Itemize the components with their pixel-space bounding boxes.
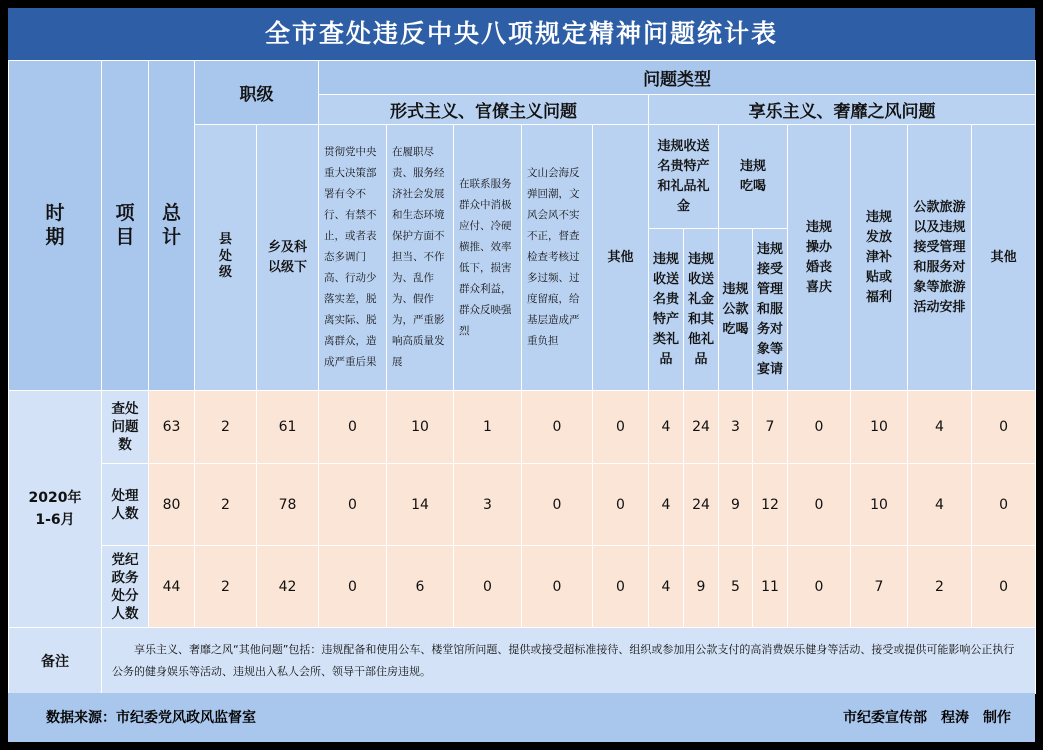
cell: 9 [719, 464, 753, 546]
cell: 5 [719, 546, 753, 628]
table-row [9, 391, 1036, 464]
header-h-subsidy: 违规发放津补贴或福利 [851, 125, 908, 391]
cell: 6 [387, 546, 454, 628]
header-h-travel: 公款旅游以及违规接受管理和服务对象等旅游活动安排 [908, 125, 972, 391]
header-total: 总计 [149, 61, 195, 391]
header-h-gift: 违规收送名贵特产和礼品礼金 [649, 125, 719, 229]
cell: 4 [649, 546, 684, 628]
header-f1: 贯彻党中央重大决策部署有令不行、有禁不止，或者表态多调门高、行动少落实差，脱离实际、脱离群众，造成严重后果 [319, 125, 387, 391]
cell: 10 [851, 391, 908, 464]
cell: 0 [593, 391, 649, 464]
cell: 7 [851, 546, 908, 628]
cell: 0 [522, 464, 593, 546]
note-label: 备注 [9, 628, 102, 694]
cell: 24 [684, 391, 719, 464]
cell: 0 [593, 546, 649, 628]
cell: 0 [788, 546, 851, 628]
header-h-other: 其他 [972, 125, 1036, 391]
cell: 0 [319, 546, 387, 628]
cell: 12 [753, 464, 788, 546]
cell: 0 [972, 391, 1036, 464]
cell: 2 [195, 464, 257, 546]
cell: 44 [149, 546, 195, 628]
header-f3: 在联系服务群众中消极应付、冷硬横推、效率低下，损害群众利益，群众反映强烈 [454, 125, 522, 391]
cell: 42 [257, 546, 319, 628]
cell: 11 [753, 546, 788, 628]
row-label: 查处问题数 [102, 391, 149, 464]
footer [8, 693, 1035, 742]
cell: 4 [649, 391, 684, 464]
header-county: 县处级 [195, 125, 257, 391]
table-row [9, 464, 1036, 546]
cell: 0 [454, 546, 522, 628]
statistics-table [8, 60, 1036, 694]
cell: 0 [788, 391, 851, 464]
cell: 0 [319, 464, 387, 546]
cell: 0 [593, 464, 649, 546]
cell: 1 [454, 391, 522, 464]
header-f2: 在履职尽责、服务经济社会发展和生态环境保护方面不担当、不作为、乱作为、假作为，严重影响高质量发展 [387, 125, 454, 391]
header-item: 项目 [102, 61, 149, 391]
cell: 10 [387, 391, 454, 464]
cell: 4 [649, 464, 684, 546]
cell: 2 [908, 546, 972, 628]
cell: 0 [972, 546, 1036, 628]
cell: 2 [195, 391, 257, 464]
header-h-gift2: 违规收送礼金和其他礼品 [684, 229, 719, 391]
header-problem-type: 问题类型 [319, 61, 1036, 95]
cell: 0 [788, 464, 851, 546]
cell: 7 [753, 391, 788, 464]
header-hedonism: 享乐主义、奢靡之风问题 [649, 95, 1036, 125]
cell: 0 [319, 391, 387, 464]
cell: 80 [149, 464, 195, 546]
header-formalism: 形式主义、官僚主义问题 [319, 95, 649, 125]
header-h-eat1: 违规公款吃喝 [719, 229, 753, 391]
note-text: 享乐主义、奢靡之风“其他问题”包括：违规配备和使用公车、楼堂馆所问题、提供或接受超标准接待、组织或参加用公款支付的高消费娱乐健身等活动、接受或提供可能影响公正执行公务的健身娱乐等活动、违规出入私人会所、领导干部住房违规。 [102, 628, 1036, 694]
table-row [9, 546, 1036, 628]
cell: 14 [387, 464, 454, 546]
header-f4: 文山会海反弹回潮，文风会风不实不正，督查检查考核过多过频、过度留痕，给基层造成严重负担 [522, 125, 593, 391]
cell: 2 [195, 546, 257, 628]
header-f5: 其他 [593, 125, 649, 391]
header-township: 乡及科以级下 [257, 125, 319, 391]
cell: 10 [851, 464, 908, 546]
cell: 63 [149, 391, 195, 464]
header-h-eat: 违规吃喝 [719, 125, 788, 229]
cell: 4 [908, 391, 972, 464]
period-value: 2020年 1-6月 [9, 391, 102, 628]
header-h-eat2: 违规接受管理和服务对象等宴请 [753, 229, 788, 391]
cell: 24 [684, 464, 719, 546]
cell: 0 [522, 546, 593, 628]
data-source: 数据来源：市纪委党风政风监督室 [46, 710, 256, 726]
cell: 3 [719, 391, 753, 464]
header-rank: 职级 [195, 61, 319, 125]
cell: 0 [522, 391, 593, 464]
cell: 0 [972, 464, 1036, 546]
row-label: 党纪政务处分人数 [102, 546, 149, 628]
author-credit: 市纪委宣传部 程涛 制作 [843, 710, 1011, 726]
cell: 3 [454, 464, 522, 546]
cell: 78 [257, 464, 319, 546]
cell: 9 [684, 546, 719, 628]
row-label: 处理人数 [102, 464, 149, 546]
header-h-gift1: 违规收送名贵特产类礼品 [649, 229, 684, 391]
page-title: 全市查处违反中央八项规定精神问题统计表 [8, 8, 1035, 60]
header-period: 时期 [9, 61, 102, 391]
cell: 4 [908, 464, 972, 546]
header-h-wed: 违规操办婚丧喜庆 [788, 125, 851, 391]
cell: 61 [257, 391, 319, 464]
